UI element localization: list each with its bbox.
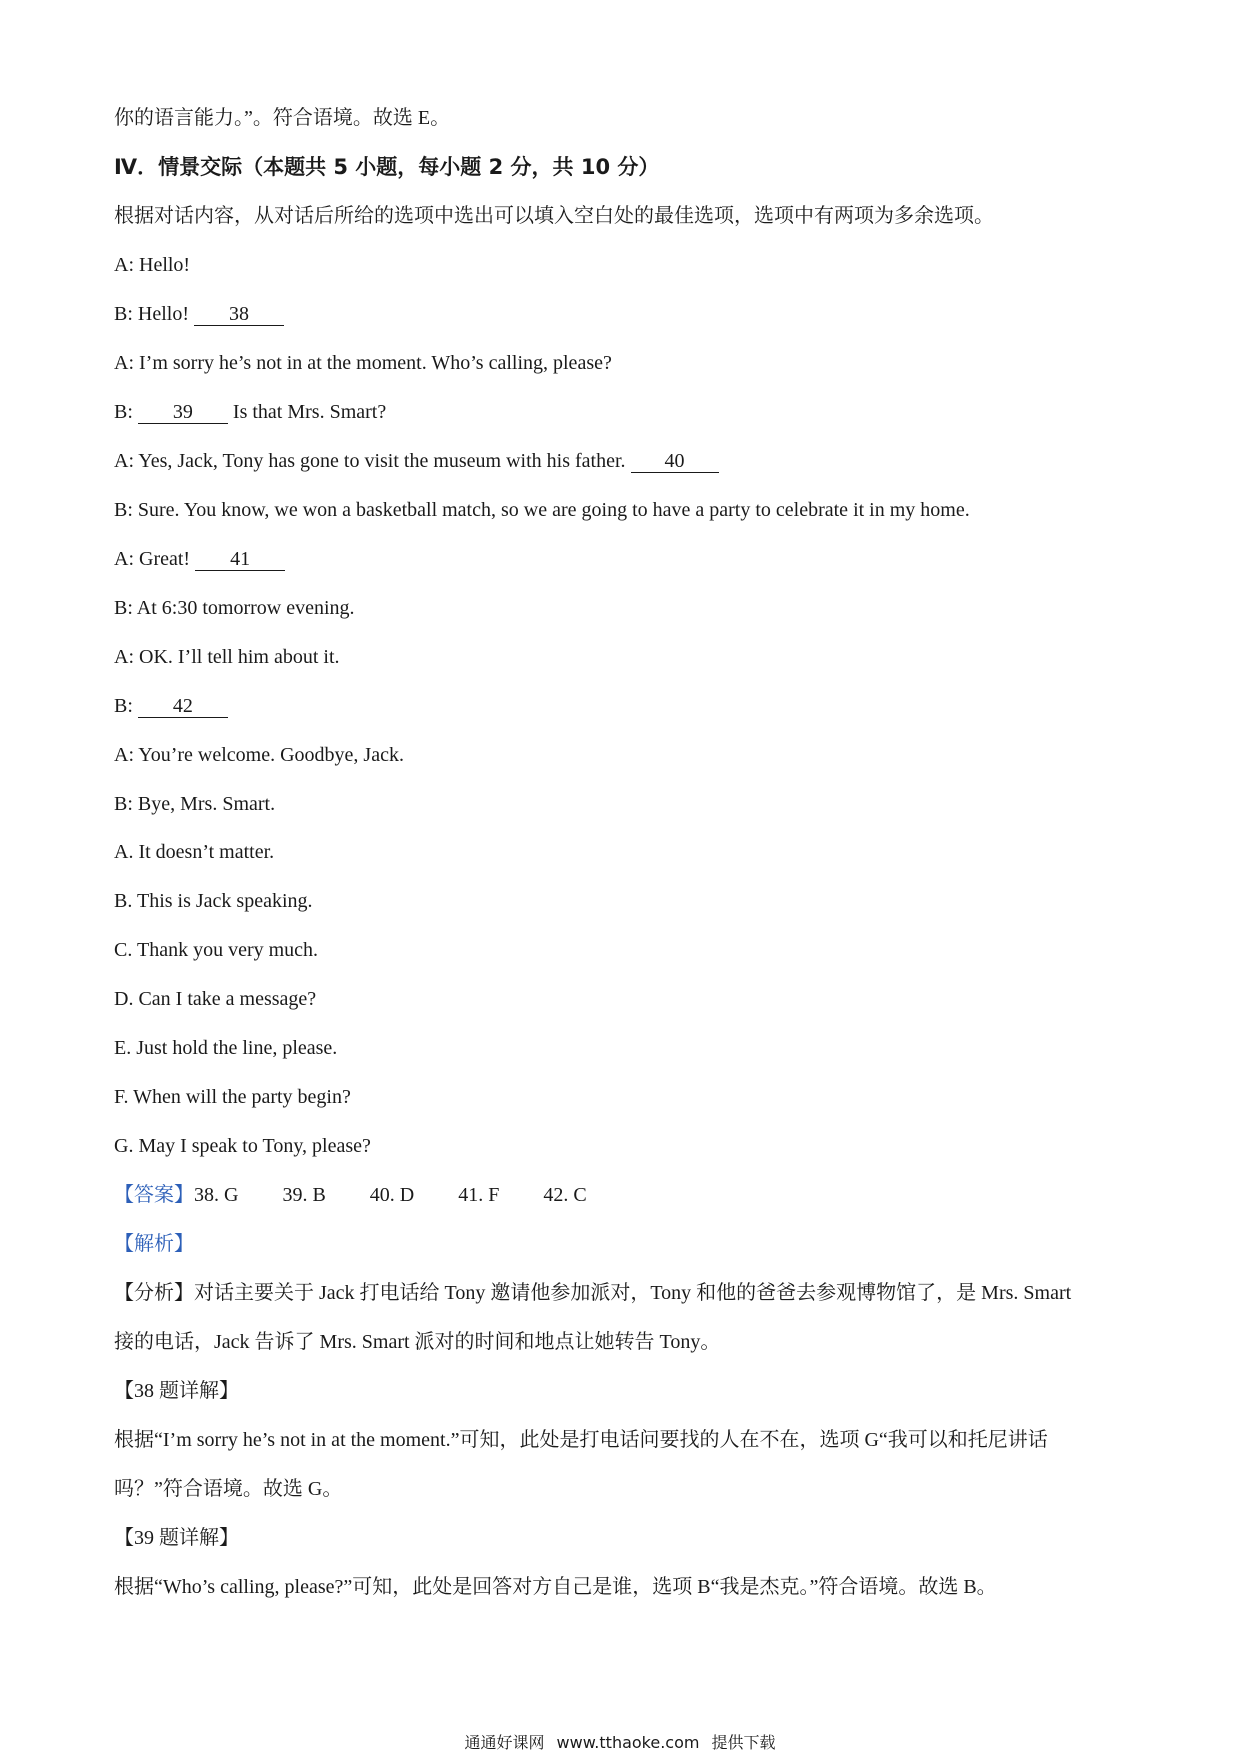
footer-site-name: 通通好课网	[464, 1733, 545, 1752]
option-a: A. It doesn’t matter.	[114, 841, 275, 863]
footer-note: 提供下载	[711, 1733, 776, 1752]
option-b: B. This is Jack speaking.	[114, 890, 313, 912]
blank-40: 40	[631, 450, 719, 473]
section-heading: Ⅳ．情景交际（本题共 5 小题，每小题 2 分，共 10 分）	[114, 155, 660, 179]
answer-label: 【答案】	[114, 1184, 194, 1206]
dialogue-line	[114, 449, 719, 473]
blank-38: 38	[194, 303, 284, 326]
dialogue-text: B: Hello!	[114, 303, 194, 325]
q38-text: 吗？”符合语境。故选 G。	[114, 1478, 343, 1500]
blank-41: 41	[195, 548, 285, 571]
option-g: G. May I speak to Tony, please?	[114, 1135, 371, 1157]
option-d: D. Can I take a message?	[114, 988, 317, 1010]
answer-item: 38. G	[194, 1184, 239, 1206]
dialogue-line	[114, 694, 228, 718]
answer-item: 40. D	[369, 1184, 415, 1206]
q38-text: 根据“I’m sorry he’s not in at the moment.”可知，此处是打电话问要找的人在不在，选项 G“我可以和托尼讲话	[114, 1429, 1048, 1451]
dialogue-line: B: At 6:30 tomorrow evening.	[114, 597, 355, 619]
answer-item: 39. B	[282, 1184, 326, 1206]
summary-label: 【分析】	[114, 1282, 194, 1304]
q39-text: 根据“Who’s calling, please?”可知，此处是回答对方自己是谁，选项 B“我是杰克。”符合语境。故选 B。	[114, 1576, 997, 1598]
instruction-text: 根据对话内容，从对话后所给的选项中选出可以填入空白处的最佳选项，选项中有两项为多余选项。	[114, 205, 994, 227]
dialogue-line	[114, 302, 284, 326]
dialogue-text: Is that Mrs. Smart?	[227, 401, 387, 423]
dialogue-line: B: Sure. You know, we won a basketball match, so we are going to have a party to celebrate it in my home.	[114, 499, 970, 521]
summary-text: 接的电话，Jack 告诉了 Mrs. Smart 派对的时间和地点让她转告 Tony。	[114, 1331, 721, 1353]
dialogue-text: B:	[114, 401, 138, 423]
dialogue-line	[114, 547, 285, 571]
answer-line	[114, 1183, 587, 1207]
option-c: C. Thank you very much.	[114, 939, 319, 961]
answer-item: 42. C	[543, 1184, 587, 1206]
dialogue-text: A: Great!	[114, 548, 196, 570]
blank-39: 39	[138, 401, 228, 424]
answer-item: 41. F	[458, 1184, 500, 1206]
summary-text: 对话主要关于 Jack 打电话给 Tony 邀请他参加派对，Tony 和他的爸爸去参观博物馆了，是 Mrs. Smart	[194, 1282, 1072, 1304]
dialogue-line: A: You’re welcome. Goodbye, Jack.	[114, 744, 404, 766]
dialogue-line: A: OK. I’ll tell him about it.	[114, 646, 340, 668]
carry-over-text: 你的语言能力。”。符合语境。故选 E。	[114, 107, 451, 129]
dialogue-line: B: Bye, Mrs. Smart.	[114, 793, 276, 815]
dialogue-text: B:	[114, 695, 138, 717]
analysis-summary	[114, 1281, 1071, 1305]
blank-42: 42	[138, 695, 228, 718]
analysis-label: 【解析】	[114, 1233, 194, 1255]
option-e: E. Just hold the line, please.	[114, 1037, 338, 1059]
page-footer	[0, 1730, 1240, 1753]
dialogue-line	[114, 400, 386, 424]
q38-label: 【38 题详解】	[114, 1380, 239, 1402]
dialogue-text: A: Yes, Jack, Tony has gone to visit the museum with his father.	[114, 450, 631, 472]
option-f: F. When will the party begin?	[114, 1086, 351, 1108]
q39-label: 【39 题详解】	[114, 1527, 239, 1549]
footer-url[interactable]: www.tthaoke.com	[556, 1733, 700, 1752]
dialogue-line: A: I’m sorry he’s not in at the moment. Who’s calling, please?	[114, 352, 612, 374]
dialogue-line: A: Hello!	[114, 254, 191, 276]
